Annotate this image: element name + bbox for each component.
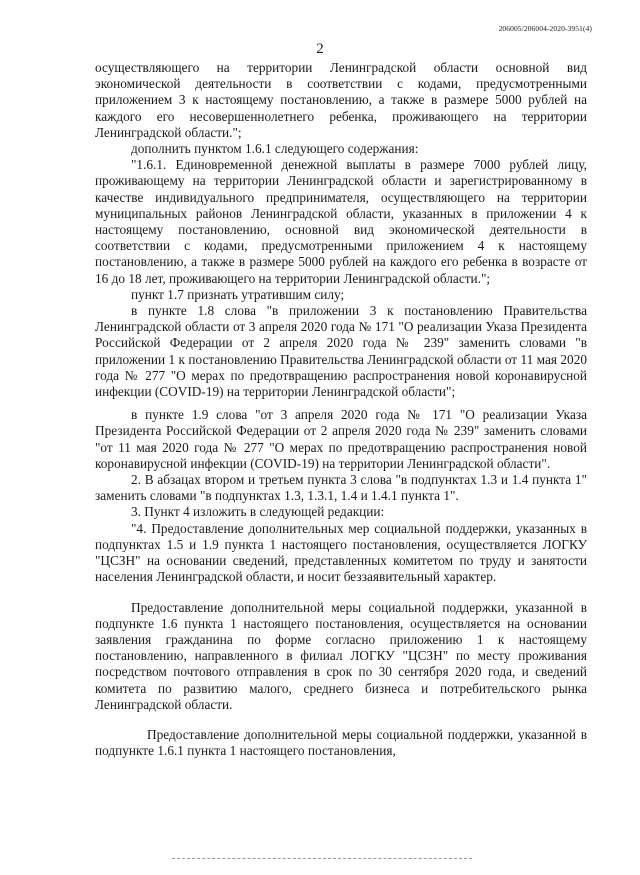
document-body — [95, 60, 587, 759]
paragraph-measure-1-6-1: Предоставление дополнительной меры социальной поддержки, указанной в подпункте 1.6.1 пункта 1 настоящего постановления, — [95, 726, 587, 759]
paragraph-item-2: 2. В абзацах втором и третьем пункта 3 слова "в подпунктах 1.3 и 1.4 пункта 1" заменить словами "в подпунктах 1.3, 1.3.1, 1.4 и 1.4.1 пункта 1". — [95, 472, 587, 504]
footer-divider — [172, 858, 472, 859]
paragraph-clause-1-6-1: "1.6.1. Единовременной денежной выплаты в размере 7000 рублей лицу, проживающему на территории Ленинградской области и зарегистрированному в качестве индивидуального предпринимателя, осуществляющего на территории муниципальных районов Ленинградской области, указанных в приложении 4 к настоящему постановлению, основной вид экономической деятельности в соответствии с кодами, предусмотренными приложением 4 к настоящему постановлению, а также в размере 5000 рублей на каждого его ребенка в возрасте от 16 до 18 лет, проживающего на территории Ленинградской области."; — [95, 157, 587, 286]
page-number: 2 — [316, 41, 324, 57]
paragraph-item-3: 3. Пункт 4 изложить в следующей редакции: — [131, 504, 385, 520]
paragraph-item-4: "4. Предоставление дополнительных мер социальной поддержки, указанных в подпунктах 1.5 и 1.9 пункта 1 настоящего постановления, осуществляется ЛОГКУ "ЦСЗН" на основании сведений, представленных комитетом по труду и занятости населения Ленинградской области, и носит беззаявительный характер. — [95, 520, 587, 585]
paragraph-clause-1-8: в пункте 1.8 слова "в приложении 3 к постановлению Правительства Ленинградской области от 3 апреля 2020 года № 171 "О реализации Указа Президента Российской Федерации от 2 апреля 2020 года № 239" заменить словами "в приложении 1 к постановлению Правительства Ленинградской области от 11 мая 2020 года № 277 "О мерах по предотвращению распространения новой коронавирусной инфекции (COVID-19) на территории Ленинградской области"; — [95, 303, 587, 400]
paragraph-continuation: осуществляющего на территории Ленинградской области основной вид экономической деятельности в соответствии с кодами, предусмотренными приложением 3 к настоящему постановлению, а также в размере 5000 рублей на каждого его несовершеннолетнего ребенка, проживающего на территории Ленинградской области."; — [95, 60, 587, 140]
paragraph-clause-1-7: пункт 1.7 признать утратившим силу; — [131, 286, 345, 302]
document-id: 206005/206004-2020-3951(4) — [498, 24, 592, 33]
paragraph-add-1-6-1: дополнить пунктом 1.6.1 следующего содержания: — [131, 141, 419, 157]
paragraph-clause-1-9: в пункте 1.9 слова "от 3 апреля 2020 года № 171 "О реализации Указа Президента Российской Федерации от 2 апреля 2020 года № 239" заменить словами "от 11 мая 2020 года № 277 "О мерах по предотвращению распространения новой коронавирусной инфекции (COVID-19) на территории Ленинградской области". — [95, 407, 587, 471]
paragraph-measure-1-6: Предоставление дополнительной меры социальной поддержки, указанной в подпункте 1.6 пункта 1 настоящего постановления, осуществляется на основании заявления гражданина по форме согласно приложению 1 к настоящему постановлению, направленного в филиал ЛОГКУ "ЦСЗН" по месту проживания посредством почтового отправления в срок по 30 сентября 2020 года, и сведений комитета по развитию малого, среднего бизнеса и потребительского рынка Ленинградской области. — [95, 599, 587, 712]
